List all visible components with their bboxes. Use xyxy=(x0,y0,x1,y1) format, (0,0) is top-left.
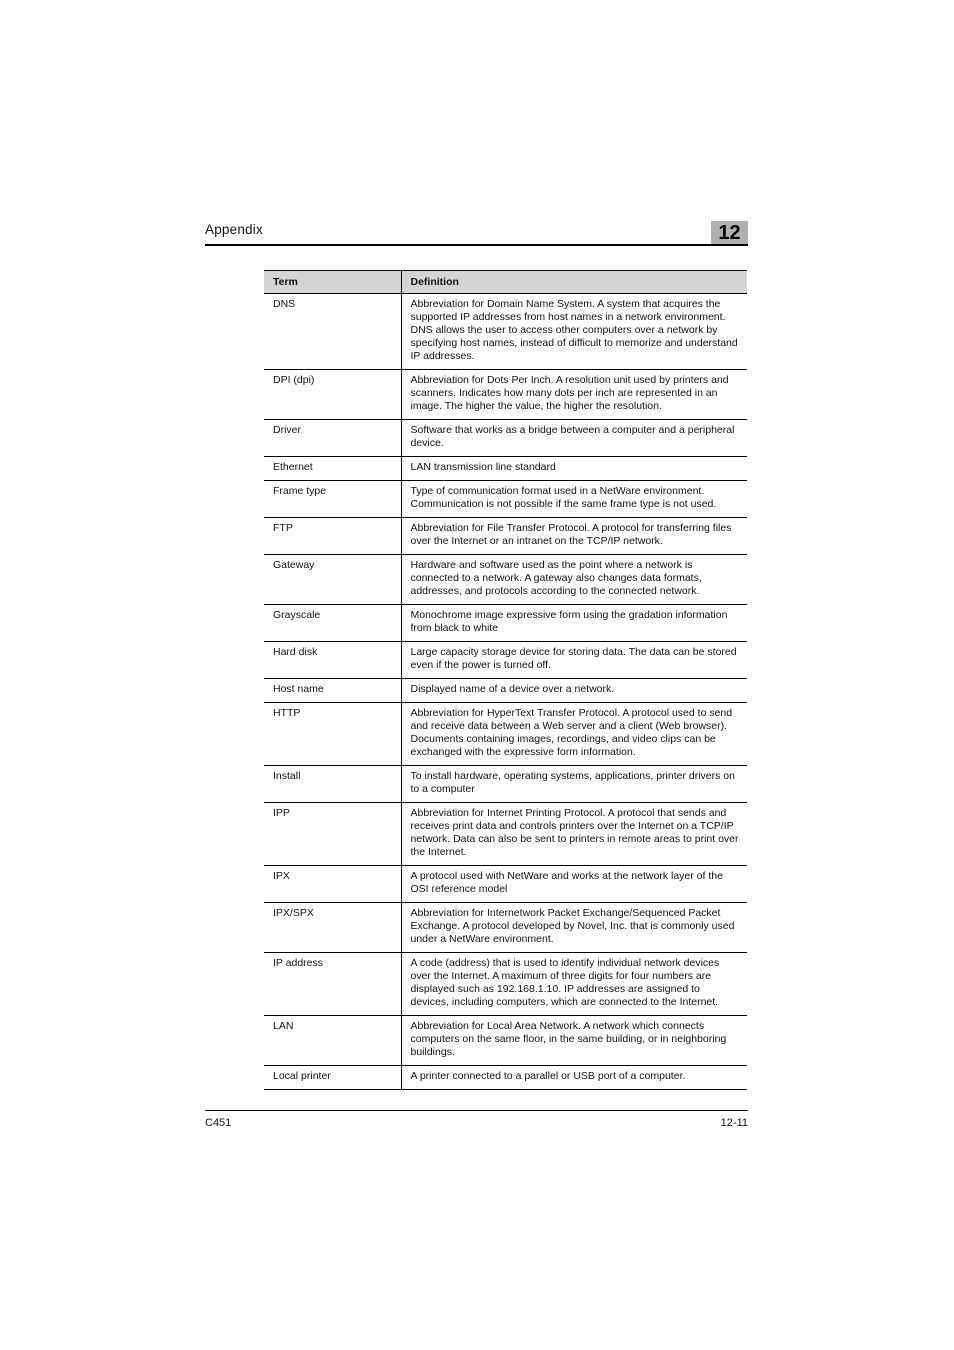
glossary-row xyxy=(264,803,747,866)
term-cell: IP address xyxy=(264,953,401,1016)
footer-model: C451 xyxy=(205,1117,232,1129)
term-cell: IPP xyxy=(264,803,401,866)
glossary-row xyxy=(264,642,747,679)
glossary-row xyxy=(264,420,747,457)
term-cell: DNS xyxy=(264,294,401,370)
glossary-row xyxy=(264,679,747,703)
glossary-row xyxy=(264,766,747,803)
glossary-table xyxy=(264,270,747,1090)
term-cell: Frame type xyxy=(264,481,401,518)
term-cell: Gateway xyxy=(264,555,401,605)
column-header-definition: Definition xyxy=(401,271,747,294)
glossary-row xyxy=(264,866,747,903)
definition-cell: Hardware and software used as the point where a network is connected to a network. A gateway also changes data formats, addresses, and protocols according to the connected network. xyxy=(401,555,747,605)
term-cell: Host name xyxy=(264,679,401,703)
term-cell: Install xyxy=(264,766,401,803)
definition-cell: Abbreviation for Domain Name System. A system that acquires the supported IP addresses from host names in a network environment. DNS allows the user to access other computers over a network by specifying host names, instead of difficult to memorize and understand IP addresses. xyxy=(401,294,747,370)
term-cell: HTTP xyxy=(264,703,401,766)
term-cell: Hard disk xyxy=(264,642,401,679)
definition-cell: Type of communication format used in a NetWare environment. Communication is not possible if the same frame type is not used. xyxy=(401,481,747,518)
term-cell: Grayscale xyxy=(264,605,401,642)
glossary-row xyxy=(264,703,747,766)
definition-cell: A code (address) that is used to identify individual network devices over the Internet. A maximum of three digits for four numbers are displayed such as 192.168.1.10. IP addresses are assigned to devices, including computers, which are connected to the Internet. xyxy=(401,953,747,1016)
definition-cell: LAN transmission line standard xyxy=(401,457,747,481)
definition-cell: Abbreviation for Internet Printing Protocol. A protocol that sends and receives print data and controls printers over the Internet on a TCP/IP network. Data can also be sent to printers in remote areas to print over the Internet. xyxy=(401,803,747,866)
glossary-header-row xyxy=(264,271,747,294)
term-cell: IPX xyxy=(264,866,401,903)
chapter-number-box xyxy=(711,221,748,244)
glossary-table-body xyxy=(264,294,747,1090)
term-cell: FTP xyxy=(264,518,401,555)
term-cell: DPI (dpi) xyxy=(264,370,401,420)
definition-cell: Abbreviation for HyperText Transfer Protocol. A protocol used to send and receive data between a Web server and a client (Web browser). Documents containing images, recordings, and video clips can be exchanged with the expressive form information. xyxy=(401,703,747,766)
glossary-row xyxy=(264,370,747,420)
glossary-row xyxy=(264,481,747,518)
term-cell: Driver xyxy=(264,420,401,457)
glossary-row xyxy=(264,953,747,1016)
chapter-number: 12 xyxy=(718,222,741,244)
definition-cell: A protocol used with NetWare and works at the network layer of the OSI reference model xyxy=(401,866,747,903)
glossary-row xyxy=(264,555,747,605)
glossary-row xyxy=(264,1066,747,1090)
definition-cell: Abbreviation for Internetwork Packet Exchange/Sequenced Packet Exchange. A protocol developed by Novel, Inc. that is commonly used under a NetWare environment. xyxy=(401,903,747,953)
definition-cell: Abbreviation for File Transfer Protocol. A protocol for transferring files over the Internet or an intranet on the TCP/IP network. xyxy=(401,518,747,555)
term-cell: LAN xyxy=(264,1016,401,1066)
term-cell: IPX/SPX xyxy=(264,903,401,953)
running-header-title: Appendix xyxy=(205,222,263,237)
footer-page-number: 12-11 xyxy=(720,1117,748,1129)
glossary-row xyxy=(264,605,747,642)
column-header-term: Term xyxy=(264,271,401,294)
term-cell: Ethernet xyxy=(264,457,401,481)
definition-cell: Large capacity storage device for storing data. The data can be stored even if the power is turned off. xyxy=(401,642,747,679)
term-cell: Local printer xyxy=(264,1066,401,1090)
definition-cell: Abbreviation for Dots Per Inch. A resolution unit used by printers and scanners. Indicates how many dots per inch are represented in an image. The higher the value, the higher the resolution. xyxy=(401,370,747,420)
definition-cell: Monochrome image expressive form using the gradation information from black to white xyxy=(401,605,747,642)
definition-cell: Abbreviation for Local Area Network. A network which connects computers on the same floor, in the same building, or in neighboring buildings. xyxy=(401,1016,747,1066)
definition-cell: To install hardware, operating systems, applications, printer drivers on to a computer xyxy=(401,766,747,803)
glossary-row xyxy=(264,903,747,953)
glossary-row xyxy=(264,457,747,481)
definition-cell: A printer connected to a parallel or USB port of a computer. xyxy=(401,1066,747,1090)
header-rule xyxy=(205,244,748,246)
glossary-row xyxy=(264,294,747,370)
glossary-row xyxy=(264,1016,747,1066)
footer-rule xyxy=(205,1110,748,1111)
definition-cell: Displayed name of a device over a network. xyxy=(401,679,747,703)
definition-cell: Software that works as a bridge between a computer and a peripheral device. xyxy=(401,420,747,457)
glossary-row xyxy=(264,518,747,555)
